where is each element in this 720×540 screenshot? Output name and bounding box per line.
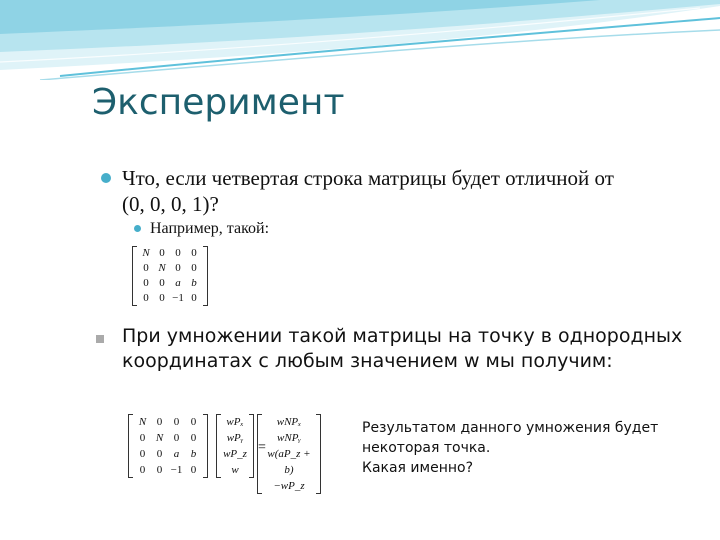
bullet-multiplication — [96, 324, 686, 374]
matrix-cell: 0 — [175, 262, 181, 274]
matrix-cell: 0 — [191, 292, 197, 304]
matrix-cell: 0 — [143, 292, 149, 304]
result-note-line: Результатом данного умножения будет — [362, 420, 659, 436]
vector-cell: wPₓ — [226, 416, 244, 428]
result-note-line: Какая именно? — [362, 460, 474, 476]
result-note — [362, 418, 712, 478]
vector-cell: wPᵧ — [226, 432, 244, 444]
matrix-bracket-left — [128, 414, 133, 478]
result-bracket-right — [316, 414, 321, 494]
matrix-cell: 0 — [139, 448, 146, 460]
sub-bullet-text: Например, такой: — [150, 220, 270, 237]
matrix-bracket-right — [203, 246, 208, 306]
matrix-cell: b — [190, 448, 197, 460]
matrix-cell: N — [155, 432, 164, 444]
matrix-cell: 0 — [156, 464, 163, 476]
matrix-bracket-right — [203, 414, 208, 478]
matrix-cell: 0 — [191, 247, 197, 259]
header-wave-decoration — [0, 0, 720, 80]
equation-matrix — [134, 414, 202, 478]
vector-bracket-right — [249, 414, 254, 478]
matrix-bracket-left — [132, 246, 137, 306]
matrix-cell: 0 — [159, 247, 165, 259]
matrix-cell: 0 — [143, 262, 149, 274]
matrix-cell: 0 — [143, 277, 149, 289]
matrix-cell: 0 — [159, 292, 165, 304]
sub-bullet-example — [134, 220, 269, 238]
vector-bracket-left — [216, 414, 221, 478]
equation-vector — [222, 414, 248, 478]
example-matrix — [138, 246, 202, 306]
matrix-cell: N — [142, 247, 150, 259]
equals-sign: = — [258, 440, 266, 455]
matrix-cell: 0 — [190, 416, 197, 428]
result-cell: w(aP_z + b) — [267, 448, 311, 476]
vector-cell: w — [231, 464, 239, 476]
bullet-dot-icon — [101, 173, 111, 183]
matrix-cell: 0 — [159, 277, 165, 289]
bullet-question — [101, 165, 621, 217]
result-cell: wNPᵧ — [277, 432, 301, 444]
bullet-square-icon — [96, 335, 104, 343]
result-note-line: некоторая точка. — [362, 440, 491, 456]
matrix-cell: N — [158, 262, 166, 274]
vector-cell: wP_z — [223, 448, 247, 460]
matrix-cell: 0 — [191, 262, 197, 274]
matrix-cell: 0 — [173, 416, 180, 428]
matrix-cell: 0 — [139, 464, 146, 476]
matrix-cell: −1 — [172, 292, 184, 304]
matrix-cell: 0 — [156, 448, 163, 460]
slide-title: Эксперимент — [92, 82, 345, 123]
matrix-cell: 0 — [175, 247, 181, 259]
result-bracket-left — [257, 414, 262, 494]
matrix-cell: a — [173, 448, 180, 460]
result-cell: wNPₓ — [276, 416, 302, 428]
matrix-cell: a — [175, 277, 181, 289]
matrix-cell: b — [191, 277, 197, 289]
bullet-multiplication-text: При умножении такой матрицы на точку в однородных координатах с любым значением w мы получим: — [122, 325, 683, 372]
matrix-cell: N — [138, 416, 147, 428]
equation-result — [263, 414, 315, 494]
result-cell: −wP_z — [273, 480, 305, 492]
matrix-cell: 0 — [190, 432, 197, 444]
matrix-cell: 0 — [190, 464, 197, 476]
matrix-cell: 0 — [173, 432, 180, 444]
matrix-cell: 0 — [156, 416, 163, 428]
matrix-cell: 0 — [139, 432, 146, 444]
bullet-question-text: Что, если четвертая строка матрицы будет отличной от (0, 0, 0, 1)? — [122, 166, 614, 216]
matrix-cell: −1 — [170, 464, 183, 476]
bullet-dot-icon — [134, 225, 141, 232]
